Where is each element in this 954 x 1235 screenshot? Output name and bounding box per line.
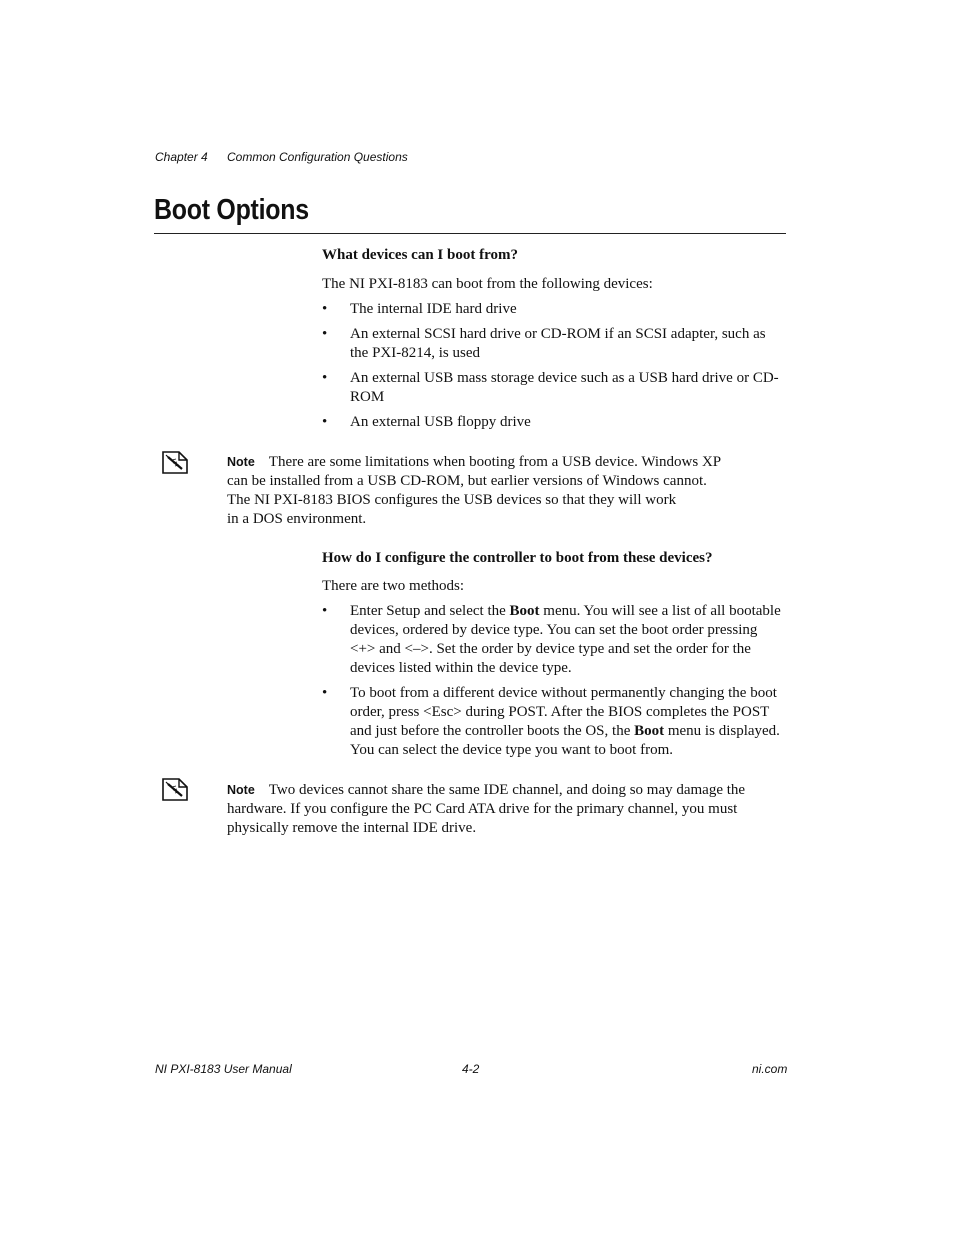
boot-menu-term: Boot — [634, 723, 665, 739]
q1-intro: The NI PXI-8183 can boot from the following devices: — [322, 276, 653, 292]
q1-bullet-list — [322, 300, 786, 432]
q2-intro: There are two methods: — [322, 578, 465, 594]
text-run: menu is displayed. You can select the device type you want to boot from. — [350, 723, 780, 758]
text-run: To boot from a different device without permanently changing the boot order, press <Esc> during POST. After the BIOS completes the POST and just before the controller boots the OS, the — [350, 685, 777, 739]
title-rule — [154, 233, 786, 234]
list-item-text: The internal IDE hard drive — [350, 301, 517, 317]
list-item — [322, 413, 786, 432]
list-item — [322, 300, 786, 319]
note-2-line-1: Two devices cannot share the same IDE channel, and doing so may damage the — [268, 782, 746, 798]
chapter-title: Common Configuration Questions — [227, 150, 408, 164]
text-run: Enter Setup and select the — [350, 603, 510, 619]
list-item-text: An external SCSI hard drive or CD-ROM if an SCSI adapter, such as the PXI-8214, is used — [350, 326, 766, 361]
list-item-text: An external USB mass storage device such as a USB hard drive or CD-ROM — [350, 370, 779, 405]
note-pen-icon — [160, 448, 190, 476]
note-label: Note — [227, 455, 255, 469]
boot-menu-term: Boot — [509, 603, 540, 619]
note-2 — [227, 781, 787, 838]
bullet-glyph: • — [322, 603, 328, 619]
text-run: menu. You will see a list of all bootable devices, ordered by device type. You can set the boot order pressing <+> and <–>. Set the order by device type and set the order for the devices listed within the device type. — [350, 603, 781, 676]
list-item — [322, 369, 786, 407]
bullet-glyph: • — [322, 414, 328, 430]
footer-page-number: 4-2 — [462, 1062, 480, 1076]
note-label: Note — [227, 783, 255, 797]
note-2-line-2: hardware. If you configure the PC Card ATA drive for the primary channel, you must — [227, 801, 738, 817]
list-item-text — [350, 685, 780, 758]
bullet-glyph: • — [322, 301, 328, 317]
q1-question: What devices can I boot from? — [322, 247, 518, 263]
note-1-line-3: The NI PXI-8183 BIOS configures the USB devices so that they will work — [227, 492, 677, 508]
q2-bullet-list — [322, 602, 784, 760]
bullet-glyph: • — [322, 326, 328, 342]
note-pen-icon — [160, 775, 190, 803]
q2-question: How do I configure the controller to boot from these devices? — [322, 550, 713, 566]
bullet-glyph: • — [322, 685, 328, 701]
list-item-text — [350, 603, 781, 676]
note-2-line-3: physically remove the internal IDE drive. — [227, 820, 477, 836]
note-1-line-4: in a DOS environment. — [227, 511, 367, 527]
note-1-line-2: can be installed from a USB CD-ROM, but earlier versions of Windows cannot. — [227, 473, 707, 489]
chapter-number: Chapter 4 — [155, 150, 208, 164]
section-title: Boot Options — [154, 194, 309, 226]
footer-manual-title: NI PXI-8183 User Manual — [155, 1062, 292, 1076]
footer-website: ni.com — [752, 1062, 788, 1076]
running-head — [155, 150, 408, 164]
note-1 — [227, 453, 767, 529]
note-1-line-1: There are some limitations when booting from a USB device. Windows XP — [268, 454, 722, 470]
list-item — [322, 325, 786, 363]
bullet-glyph: • — [322, 370, 328, 386]
q2-block — [322, 549, 784, 766]
q1-block — [322, 246, 786, 438]
list-item-text: An external USB floppy drive — [350, 414, 531, 430]
list-item — [322, 684, 784, 760]
list-item — [322, 602, 784, 678]
